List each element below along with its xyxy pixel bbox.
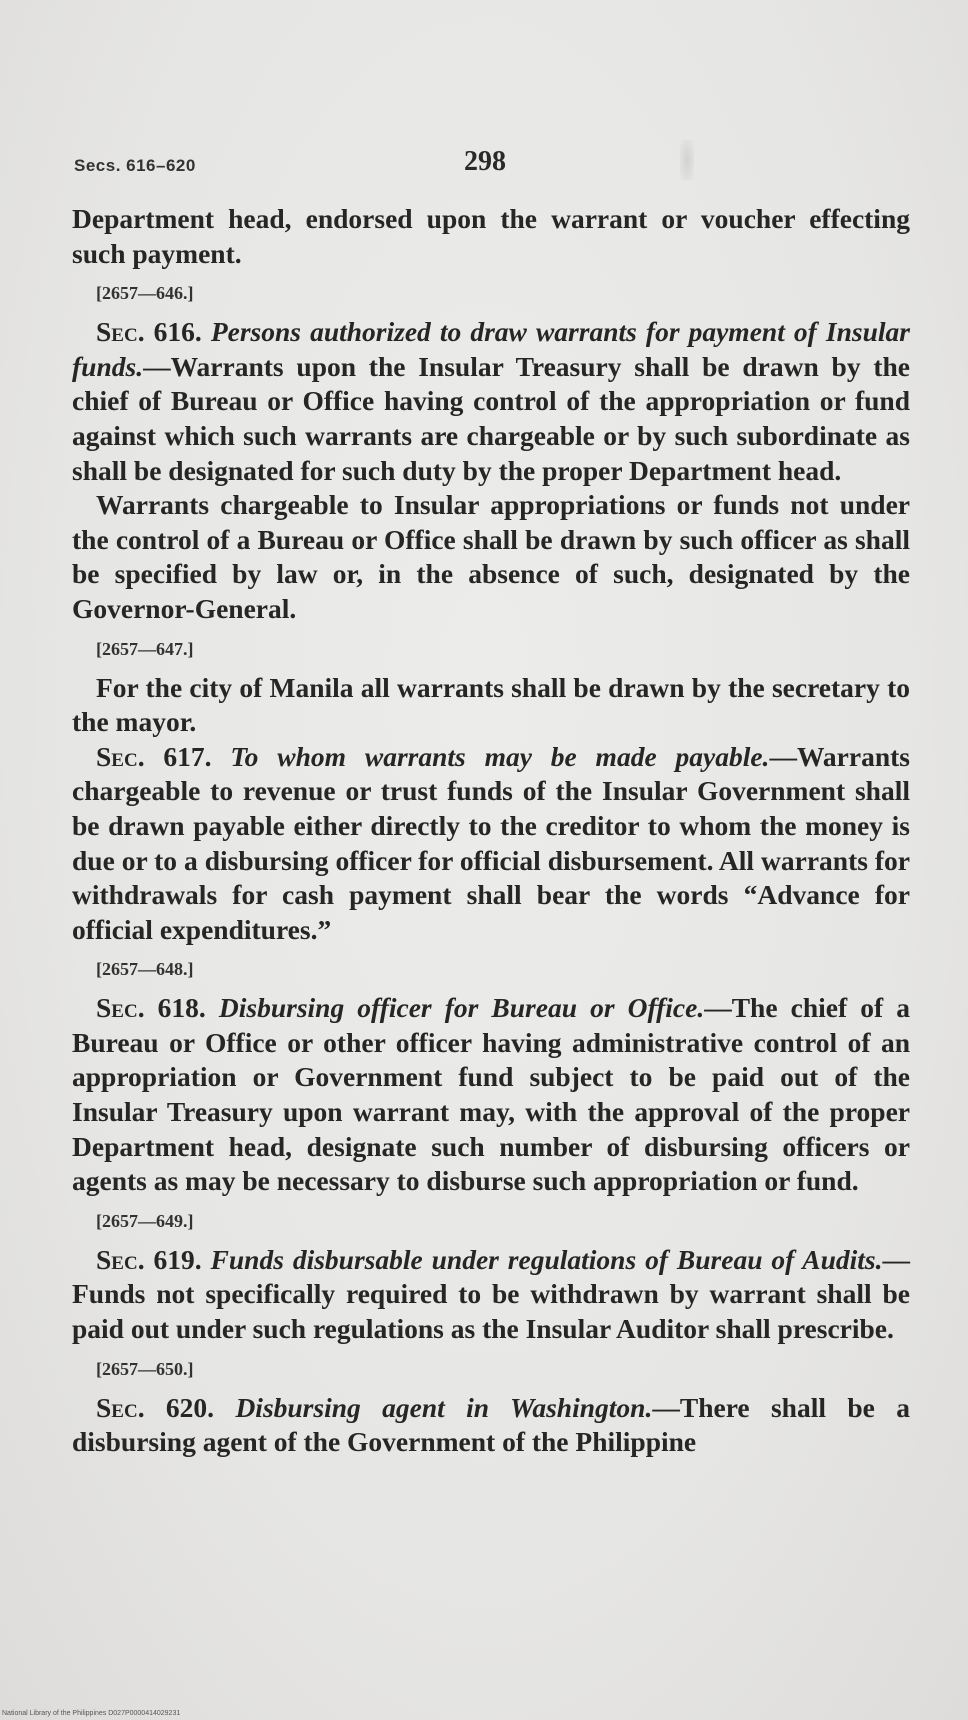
section-text: —The chief of a Bureau or Office or other officer having administrative control of an appropriation or Government fund subject to be paid out of the Insular Treasury upon warrant may, with the approval of the proper Department head, designate such number of disbursing officers or agents as may be necessary to disburse such appropriation or fund. (72, 992, 910, 1197)
section-620 (72, 1391, 910, 1460)
section-label: Sec. 618. (96, 992, 206, 1024)
section-label: Sec. 616. (96, 316, 202, 348)
scan-footer: National Library of the Philippines D027P0000414029231 (2, 1710, 181, 1717)
paragraph-text: Warrants chargeable to Insular appropriations or funds not under the control of a Bureau or Office shall be drawn by such officer as shall be specified by law or, in the absence of such, designated by the Governor-General. (72, 489, 910, 624)
section-title: Funds disbursable under regulations of Bureau of Audits. (210, 1243, 883, 1275)
paragraph-continuation (72, 202, 910, 271)
section-text: —Funds not specifically required to be withdrawn by warrant shall be paid out under such regulations as the Insular Auditor shall prescribe. (72, 1243, 910, 1345)
paragraph (72, 671, 910, 740)
paragraph (72, 488, 910, 626)
section-text: —There shall be a disbursing agent of the Government of the Philippine (72, 1391, 910, 1458)
page-number: 298 (464, 146, 506, 177)
section-title: Persons authorized to draw warrants for payment of Insular funds. (72, 316, 910, 382)
paragraph-text: For the city of Manila all warrants shall be drawn by the secretary to the mayor. (72, 671, 910, 738)
citation: [2657—650.] (96, 1358, 194, 1379)
section-618 (72, 991, 910, 1199)
section-title: To whom warrants may be made payable. (230, 740, 770, 772)
section-title: Disbursing agent in Washington. (235, 1391, 653, 1423)
section-616 (72, 315, 910, 488)
section-text: —Warrants upon the Insular Treasury shall be drawn by the chief of Bureau or Office having control of the appropriation or fund against which such warrants are chargeable or by such subordinate as shall be designated for such duty by the proper Department head. (72, 350, 910, 486)
section-label: Sec. 620. (96, 1391, 215, 1423)
section-text: —Warrants chargeable to revenue or trust funds of the Insular Government shall be drawn payable either directly to the creditor to whom the money is due or to a disbursing officer for official disbursement. All warrants for withdrawals for cash payment shall bear the words “Advance for official expenditures.” (72, 740, 910, 945)
citation: [2657—649.] (96, 1210, 194, 1231)
section-619 (72, 1243, 910, 1347)
section-label: Sec. 619. (96, 1243, 202, 1275)
section-range: Secs. 616–620 (74, 156, 196, 175)
citation: [2657—648.] (96, 959, 194, 980)
citation: [2657—647.] (96, 638, 194, 659)
body-text (72, 202, 910, 1460)
section-title: Disbursing officer for Bureau or Office. (218, 992, 705, 1024)
section-label: Sec. 617. (96, 740, 212, 772)
section-617 (72, 740, 910, 948)
page-header (74, 146, 904, 184)
paragraph-text: Department head, endorsed upon the warrant or voucher effecting such payment. (72, 203, 910, 269)
citation: [2657—646.] (96, 283, 194, 304)
